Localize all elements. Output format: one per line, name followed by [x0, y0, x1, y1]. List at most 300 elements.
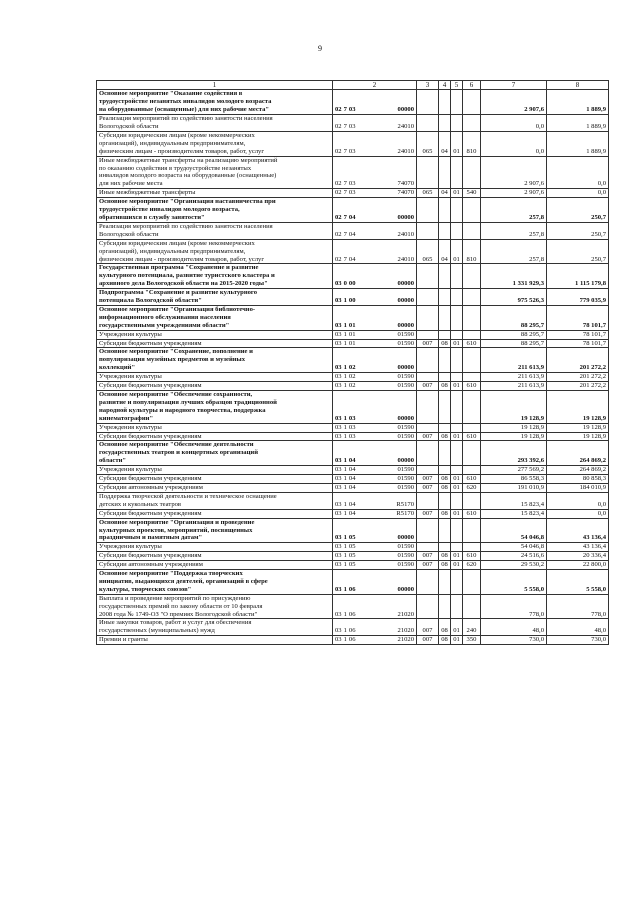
table-row [97, 441, 609, 466]
amount-col8: 43 136,4 [547, 518, 609, 543]
row-name [97, 156, 333, 189]
table-row [97, 594, 609, 619]
amount-col8: 250,7 [547, 239, 609, 264]
amount-col7: 257,8 [481, 222, 547, 239]
code-cell: 065 [417, 239, 439, 264]
row-name-line: обратившихся в службу занятости" [99, 213, 205, 221]
code-cell [463, 305, 481, 330]
code-part: 06 [348, 636, 356, 644]
amount-col8: 1 115 179,8 [547, 264, 609, 289]
code-cell [439, 264, 451, 289]
column-header: 7 [481, 81, 547, 90]
code-part: 03 [335, 457, 342, 465]
code-part: 03 [335, 382, 342, 390]
code-parts [335, 424, 414, 432]
target-article-code [333, 423, 417, 432]
code-part: 1 [343, 534, 347, 542]
code-cell [417, 570, 439, 595]
target-article-code [333, 339, 417, 348]
row-name-line: Субсидии бюджетным учреждениям [99, 339, 202, 347]
code-part: 00000 [397, 414, 414, 422]
code-part: 1 [343, 423, 347, 431]
code-part: 03 [335, 330, 342, 338]
code-cell: 007 [417, 509, 439, 518]
amount-col8: 78 101,7 [547, 305, 609, 330]
code-part: 02 [335, 123, 342, 131]
code-part: 03 [335, 339, 342, 347]
code-part: 01590 [397, 373, 414, 381]
code-part: 02 [335, 213, 342, 221]
code-cell [417, 441, 439, 466]
row-name-line: Иные межбюджетные трансферты [99, 189, 196, 197]
code-part: 03 [348, 123, 356, 131]
target-article-code [333, 594, 417, 619]
code-cell [417, 90, 439, 115]
row-name-line: Иные закупки товаров, работ и услуг для обеспечения [99, 619, 252, 627]
row-name-line: государственных (муниципальных) нужд [99, 627, 215, 635]
table-row [97, 239, 609, 264]
code-cell: 04 [439, 131, 451, 156]
code-cell [439, 348, 451, 373]
row-name-line: архивного дела Вологодской области на 2015-2020 годы" [99, 280, 268, 288]
row-name-line: Субсидии автономным учреждениям [99, 561, 203, 569]
code-cell [451, 570, 463, 595]
code-parts [335, 148, 414, 156]
amount-col8: 779 035,9 [547, 289, 609, 306]
target-article-code [333, 330, 417, 339]
code-cell: 01 [451, 382, 463, 391]
code-cell [451, 115, 463, 132]
code-cell [463, 594, 481, 619]
row-name-line: Реализация мероприятий по содействию занятости населения [99, 222, 273, 230]
amount-col7: 24 516,6 [481, 552, 547, 561]
code-cell [439, 570, 451, 595]
code-cell [451, 373, 463, 382]
row-name-line: на оборудованные (оснащенные) для них рабочие места" [99, 106, 270, 114]
amount-col7: 54 046,8 [481, 518, 547, 543]
code-part: 7 [343, 180, 347, 188]
code-part: 04 [348, 213, 356, 221]
target-article-code [333, 561, 417, 570]
code-cell: 610 [463, 432, 481, 441]
code-parts [335, 106, 414, 114]
code-cell [451, 222, 463, 239]
code-cell [417, 115, 439, 132]
table-row [97, 483, 609, 492]
amount-col7: 1 331 929,3 [481, 264, 547, 289]
code-cell: 240 [463, 619, 481, 636]
code-part: 24010 [397, 255, 414, 263]
row-name-line: Учреждения культуры [99, 543, 162, 551]
target-article-code [333, 492, 417, 509]
code-cell [463, 441, 481, 466]
target-article-code [333, 239, 417, 264]
row-name-line: Субсидии бюджетным учреждениям [99, 382, 202, 390]
code-cell: 01 [451, 483, 463, 492]
code-part: 7 [343, 147, 347, 155]
code-cell [451, 305, 463, 330]
code-cell [439, 594, 451, 619]
row-name-line: организаций), индивидуальным предпринимателям, [99, 139, 246, 147]
code-part: 03 [335, 500, 342, 508]
row-name-line: Основное мероприятие "Сохранение, пополнение и [99, 348, 253, 356]
code-parts [335, 611, 414, 619]
code-cell [463, 570, 481, 595]
amount-col8: 184 010,9 [547, 483, 609, 492]
code-part: 1 [343, 610, 347, 618]
row-name-line: инвалидов молодого возраста на оборудованные (оснащенные) [99, 172, 277, 180]
row-name [97, 131, 333, 156]
code-part: 03 [348, 432, 356, 440]
row-name-line: Выплата и проведение мероприятий по присуждению [99, 594, 251, 602]
row-name [97, 348, 333, 373]
code-part: 1 [343, 414, 347, 422]
code-part: 03 [335, 483, 342, 491]
code-cell: 01 [451, 619, 463, 636]
code-cell [439, 289, 451, 306]
column-header: 5 [451, 81, 463, 90]
row-name-line: культурного потенциала, развитие туристского кластера и [99, 272, 275, 280]
code-part: 1 [343, 509, 347, 517]
code-part: 00 [348, 280, 356, 288]
code-parts [335, 543, 414, 551]
code-cell [451, 289, 463, 306]
code-cell [451, 348, 463, 373]
code-parts [335, 433, 414, 441]
code-part: 03 [335, 321, 342, 329]
amount-col8: 250,7 [547, 198, 609, 223]
code-cell: 08 [439, 432, 451, 441]
row-name-line: кинематографии" [99, 414, 154, 422]
amount-col7: 19 128,9 [481, 391, 547, 424]
row-name-line: Субсидии бюджетным учреждениям [99, 552, 202, 560]
code-part: 06 [348, 585, 356, 593]
code-part: 1 [343, 330, 347, 338]
code-part: 00000 [397, 106, 414, 114]
amount-col8: 20 336,4 [547, 552, 609, 561]
amount-col7: 975 526,3 [481, 289, 547, 306]
code-part: 00 [348, 297, 356, 305]
table-row [97, 264, 609, 289]
row-name-line: физическим лицам - производителям товаров, работ, услуг [99, 255, 265, 263]
target-article-code [333, 198, 417, 223]
row-name [97, 492, 333, 509]
table-row [97, 330, 609, 339]
code-cell: 007 [417, 475, 439, 484]
code-part: 1 [343, 627, 347, 635]
table-row [97, 348, 609, 373]
amount-col8: 0,0 [547, 189, 609, 198]
row-name-line: инициатив, выдающихся деятелей, организаций в сфере [99, 577, 268, 585]
code-parts [335, 586, 414, 594]
code-part: 74070 [397, 189, 414, 197]
code-parts [335, 382, 414, 390]
code-cell [439, 492, 451, 509]
row-name [97, 330, 333, 339]
table-row [97, 475, 609, 484]
code-cell: 065 [417, 189, 439, 198]
page-number: 9 [318, 44, 322, 53]
row-name [97, 373, 333, 382]
amount-col7: 211 613,9 [481, 373, 547, 382]
code-part: 03 [348, 106, 356, 114]
code-parts [335, 552, 414, 560]
row-name [97, 466, 333, 475]
code-cell: 08 [439, 636, 451, 645]
table-row [97, 373, 609, 382]
code-part: 03 [348, 189, 356, 197]
amount-col7: 191 010,9 [481, 483, 547, 492]
code-cell: 01 [451, 339, 463, 348]
column-header: 2 [333, 81, 417, 90]
amount-col8: 730,0 [547, 636, 609, 645]
code-part: 74070 [397, 180, 414, 188]
row-name [97, 509, 333, 518]
code-part: 03 [335, 610, 342, 618]
code-cell [451, 156, 463, 189]
code-parts [335, 180, 414, 188]
code-parts [335, 466, 414, 474]
target-article-code [333, 483, 417, 492]
code-part: 1 [343, 543, 347, 551]
code-part: 1 [343, 339, 347, 347]
code-cell [463, 348, 481, 373]
amount-col8: 250,7 [547, 222, 609, 239]
code-part: 01 [348, 330, 356, 338]
code-part: 03 [335, 297, 342, 305]
code-part: 1 [343, 552, 347, 560]
code-cell: 08 [439, 475, 451, 484]
row-name-line: трудоустройстве незанятых инвалидов молодого возраста [99, 98, 272, 106]
row-name [97, 552, 333, 561]
row-name [97, 594, 333, 619]
code-part: 24010 [397, 230, 414, 238]
target-article-code [333, 305, 417, 330]
code-cell: 610 [463, 552, 481, 561]
code-cell [451, 90, 463, 115]
row-name-line: Учреждения культуры [99, 466, 162, 474]
row-name-line: Основное мероприятие "Оказание содействия в [99, 90, 243, 98]
code-part: 1 [343, 561, 347, 569]
code-part: 03 [335, 636, 342, 644]
code-part: 02 [335, 189, 342, 197]
amount-col7: 2 907,6 [481, 90, 547, 115]
target-article-code [333, 156, 417, 189]
target-article-code [333, 552, 417, 561]
code-cell [451, 441, 463, 466]
amount-col8: 264 869,2 [547, 466, 609, 475]
code-part: 04 [348, 509, 356, 517]
code-part: 1 [343, 500, 347, 508]
row-name [97, 289, 333, 306]
row-name-line: Поддержка творческой деятельности и техническое оснащение [99, 492, 277, 500]
row-name [97, 432, 333, 441]
code-cell [417, 198, 439, 223]
row-name-line: государственных театров и концертных организаций [99, 449, 259, 457]
code-cell: 01 [451, 636, 463, 645]
code-parts [335, 322, 414, 330]
code-cell [451, 594, 463, 619]
code-parts [335, 280, 414, 288]
code-cell [463, 156, 481, 189]
code-part: 01590 [397, 382, 414, 390]
code-cell: 350 [463, 636, 481, 645]
amount-col7: 293 392,6 [481, 441, 547, 466]
code-cell [417, 289, 439, 306]
target-article-code [333, 131, 417, 156]
code-cell: 01 [451, 475, 463, 484]
target-article-code [333, 391, 417, 424]
row-name-line: для них рабочие места [99, 180, 163, 188]
amount-col8: 19 128,9 [547, 423, 609, 432]
code-cell [439, 518, 451, 543]
target-article-code [333, 115, 417, 132]
amount-col7: 15 823,4 [481, 492, 547, 509]
row-name [97, 636, 333, 645]
code-cell [463, 264, 481, 289]
code-cell [463, 423, 481, 432]
table-row [97, 198, 609, 223]
code-part: 04 [348, 457, 356, 465]
code-cell: 007 [417, 561, 439, 570]
code-parts [335, 231, 414, 239]
row-name-line: трудоустройстве инвалидов молодого возраста, [99, 206, 240, 214]
code-part: 03 [335, 509, 342, 517]
code-cell: 007 [417, 619, 439, 636]
code-part: 00000 [397, 585, 414, 593]
code-part: 00000 [397, 457, 414, 465]
code-part: 03 [335, 552, 342, 560]
row-name [97, 423, 333, 432]
code-cell [463, 373, 481, 382]
row-name-line: организаций), индивидуальным предпринимателям, [99, 247, 246, 255]
row-name-line: Иные межбюджетные трансферты на реализацию мероприятий [99, 156, 278, 164]
amount-col8: 80 858,3 [547, 475, 609, 484]
code-part: 1 [343, 636, 347, 644]
row-name-line: Вологодской области [99, 230, 159, 238]
code-cell [439, 90, 451, 115]
code-part: 04 [348, 255, 356, 263]
code-cell: 08 [439, 552, 451, 561]
code-part: 7 [343, 255, 347, 263]
code-part: 02 [335, 147, 342, 155]
code-cell: 810 [463, 239, 481, 264]
code-part: 01590 [397, 339, 414, 347]
code-part: 02 [335, 255, 342, 263]
table-row [97, 339, 609, 348]
code-cell [417, 423, 439, 432]
row-name-line: коллекций" [99, 364, 136, 372]
target-article-code [333, 466, 417, 475]
code-part: 05 [348, 552, 356, 560]
code-cell: 610 [463, 509, 481, 518]
code-part: 01590 [397, 466, 414, 474]
code-part: 7 [343, 123, 347, 131]
code-cell: 01 [451, 131, 463, 156]
code-cell [439, 330, 451, 339]
table-row [97, 466, 609, 475]
amount-col7: 88 295,7 [481, 305, 547, 330]
code-part: 7 [343, 189, 347, 197]
target-article-code [333, 289, 417, 306]
code-cell [417, 543, 439, 552]
target-article-code [333, 619, 417, 636]
amount-col8: 48,0 [547, 619, 609, 636]
row-name-line: 2008 года № 1749-ОЗ "О премиях Вологодской области" [99, 610, 258, 618]
code-cell: 540 [463, 189, 481, 198]
row-name-line: по оказанию содействия в трудоустройстве незанятых [99, 164, 252, 172]
code-part: 24010 [397, 147, 414, 155]
code-cell: 08 [439, 483, 451, 492]
target-article-code [333, 189, 417, 198]
code-part: 02 [348, 382, 356, 390]
row-name [97, 570, 333, 595]
target-article-code [333, 441, 417, 466]
code-cell [417, 492, 439, 509]
code-part: 1 [343, 373, 347, 381]
code-cell [417, 305, 439, 330]
amount-col7: 29 530,2 [481, 561, 547, 570]
code-part: 01590 [397, 432, 414, 440]
code-part: 01590 [397, 330, 414, 338]
code-part: 1 [343, 457, 347, 465]
amount-col8: 22 800,0 [547, 561, 609, 570]
target-article-code [333, 264, 417, 289]
code-part: 00000 [397, 297, 414, 305]
code-part: 1 [343, 585, 347, 593]
code-part: 06 [348, 610, 356, 618]
target-article-code [333, 382, 417, 391]
amount-col7: 277 569,2 [481, 466, 547, 475]
code-cell: 08 [439, 509, 451, 518]
code-parts [335, 123, 414, 131]
amount-col8: 43 136,4 [547, 543, 609, 552]
table-row [97, 636, 609, 645]
code-cell [417, 518, 439, 543]
code-parts [335, 510, 414, 518]
row-name-line: Учреждения культуры [99, 330, 162, 338]
target-article-code [333, 570, 417, 595]
amount-col8: 78 101,7 [547, 330, 609, 339]
code-cell: 08 [439, 382, 451, 391]
code-cell: 01 [451, 189, 463, 198]
code-cell [463, 518, 481, 543]
amount-col7: 778,0 [481, 594, 547, 619]
code-cell: 01 [451, 509, 463, 518]
table-row [97, 619, 609, 636]
code-parts [335, 627, 414, 635]
amount-col7: 19 128,9 [481, 432, 547, 441]
code-part: 00000 [397, 534, 414, 542]
code-parts [335, 256, 414, 264]
code-cell: 04 [439, 239, 451, 264]
amount-col8: 0,0 [547, 156, 609, 189]
code-part: 02 [335, 230, 342, 238]
code-cell: 065 [417, 131, 439, 156]
code-part: 03 [335, 561, 342, 569]
code-parts [335, 475, 414, 483]
code-part: 02 [335, 106, 342, 114]
code-part: 03 [335, 432, 342, 440]
code-cell [463, 289, 481, 306]
code-cell [451, 466, 463, 475]
code-part: 1 [343, 297, 347, 305]
code-parts [335, 373, 414, 381]
code-cell [451, 198, 463, 223]
code-parts [335, 561, 414, 569]
code-part: 21020 [397, 636, 414, 644]
code-parts [335, 415, 414, 423]
